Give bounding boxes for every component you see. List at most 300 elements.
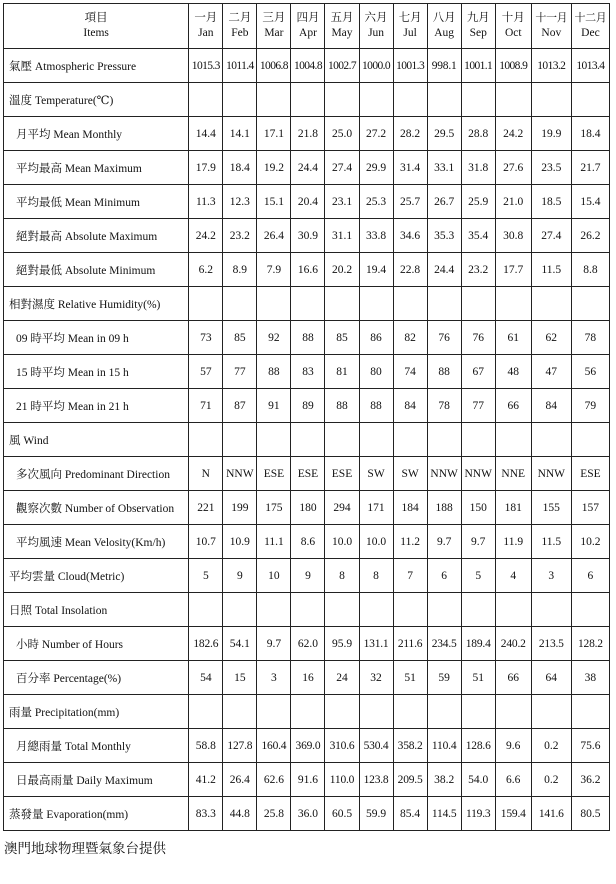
value-cell: 27.6	[495, 151, 531, 185]
row-label: 日照 Total Insolation	[9, 604, 108, 617]
value-cell: NNW	[427, 457, 461, 491]
value-cell: 8.6	[291, 525, 325, 559]
value-cell: 62.0	[291, 627, 325, 661]
value-cell: 5	[461, 559, 495, 593]
value-cell	[189, 287, 223, 321]
month-header-en: Feb	[231, 27, 249, 39]
value-cell: 91.6	[291, 763, 325, 797]
month-header-zh: 三月	[262, 12, 286, 24]
table-row	[4, 219, 610, 253]
value-cell	[461, 695, 495, 729]
value-cell: 77	[223, 355, 257, 389]
value-cell: 7	[393, 559, 427, 593]
climate-table	[3, 3, 610, 831]
value-cell: 310.6	[325, 729, 359, 763]
value-cell	[495, 287, 531, 321]
value-cell: 77	[461, 389, 495, 423]
row-label: 15 時平均 Mean in 15 h	[16, 366, 129, 379]
value-cell: 31.1	[325, 219, 359, 253]
value-cell: 24.2	[495, 117, 531, 151]
month-header	[393, 4, 427, 49]
month-header	[571, 4, 609, 49]
value-cell: 8.9	[223, 253, 257, 287]
row-label: 日最高雨量 Daily Maximum	[16, 774, 153, 787]
value-cell: 80	[359, 355, 393, 389]
value-cell: 67	[461, 355, 495, 389]
value-cell: 0.2	[531, 729, 571, 763]
value-cell: 6	[571, 559, 609, 593]
value-cell: 234.5	[427, 627, 461, 661]
table-row	[4, 695, 610, 729]
table-row	[4, 797, 610, 831]
value-cell: 62	[531, 321, 571, 355]
value-cell: 23.5	[531, 151, 571, 185]
value-cell: 89	[291, 389, 325, 423]
value-cell: 29.9	[359, 151, 393, 185]
value-cell: 32	[359, 661, 393, 695]
value-cell: 81	[325, 355, 359, 389]
table-row	[4, 661, 610, 695]
row-label-cell	[4, 661, 189, 695]
month-header	[291, 4, 325, 49]
value-cell: 1002.7	[325, 49, 359, 83]
value-cell	[189, 593, 223, 627]
value-cell: 1001.3	[393, 49, 427, 83]
value-cell: 95.9	[325, 627, 359, 661]
value-cell	[427, 287, 461, 321]
value-cell	[495, 593, 531, 627]
value-cell: 9	[223, 559, 257, 593]
value-cell: 59.9	[359, 797, 393, 831]
value-cell	[495, 423, 531, 457]
row-label: 絕對最低 Absolute Minimum	[16, 264, 156, 277]
value-cell	[495, 83, 531, 117]
table-row	[4, 423, 610, 457]
value-cell	[223, 695, 257, 729]
value-cell	[359, 593, 393, 627]
month-header-zh: 十二月	[574, 12, 607, 24]
value-cell: 35.3	[427, 219, 461, 253]
value-cell	[531, 423, 571, 457]
value-cell: 11.2	[393, 525, 427, 559]
value-cell: 150	[461, 491, 495, 525]
value-cell: 47	[531, 355, 571, 389]
value-cell: NNE	[495, 457, 531, 491]
value-cell: 189.4	[461, 627, 495, 661]
value-cell: 29.5	[427, 117, 461, 151]
value-cell: 1011.4	[223, 49, 257, 83]
value-cell	[189, 695, 223, 729]
row-label-cell	[4, 729, 189, 763]
month-header-en: Jan	[198, 27, 214, 39]
row-label-cell	[4, 117, 189, 151]
value-cell	[531, 593, 571, 627]
value-cell	[359, 423, 393, 457]
value-cell: 58.8	[189, 729, 223, 763]
value-cell: 127.8	[223, 729, 257, 763]
row-label: 相對濕度 Relative Humidity(%)	[9, 298, 161, 311]
value-cell: 23.2	[223, 219, 257, 253]
value-cell: NNW	[531, 457, 571, 491]
table-row	[4, 491, 610, 525]
table-row	[4, 151, 610, 185]
value-cell: 11.5	[531, 253, 571, 287]
value-cell: 27.4	[325, 151, 359, 185]
value-cell: 76	[461, 321, 495, 355]
month-header-en: May	[331, 27, 353, 39]
value-cell: 80.5	[571, 797, 609, 831]
value-cell: 1001.1	[461, 49, 495, 83]
value-cell: 294	[325, 491, 359, 525]
value-cell: 35.4	[461, 219, 495, 253]
value-cell: ESE	[325, 457, 359, 491]
value-cell: 157	[571, 491, 609, 525]
row-label: 月平均 Mean Monthly	[16, 128, 123, 141]
table-row	[4, 763, 610, 797]
value-cell: 213.5	[531, 627, 571, 661]
value-cell	[257, 423, 291, 457]
value-cell	[531, 83, 571, 117]
row-label: 平均雲量 Cloud(Metric)	[9, 570, 125, 583]
value-cell: ESE	[291, 457, 325, 491]
table-row	[4, 355, 610, 389]
value-cell	[325, 423, 359, 457]
month-header-en: Dec	[581, 27, 600, 39]
month-header	[223, 4, 257, 49]
row-label-cell	[4, 253, 189, 287]
value-cell: 171	[359, 491, 393, 525]
month-header-zh: 六月	[364, 12, 388, 24]
month-header-zh: 八月	[432, 12, 456, 24]
table-row	[4, 389, 610, 423]
value-cell: 12.3	[223, 185, 257, 219]
month-header-en: Jul	[403, 27, 417, 39]
value-cell: 9.7	[257, 627, 291, 661]
row-label: 百分率 Percentage(%)	[16, 672, 122, 685]
value-cell: 209.5	[393, 763, 427, 797]
value-cell: 25.0	[325, 117, 359, 151]
row-label-cell	[4, 491, 189, 525]
value-cell: 38.2	[427, 763, 461, 797]
table-row	[4, 117, 610, 151]
value-cell: 88	[291, 321, 325, 355]
value-cell: 11.9	[495, 525, 531, 559]
value-cell: 10.2	[571, 525, 609, 559]
value-cell: 9.6	[495, 729, 531, 763]
value-cell: 10.7	[189, 525, 223, 559]
value-cell: 3	[531, 559, 571, 593]
row-label-cell	[4, 457, 189, 491]
value-cell: 0.2	[531, 763, 571, 797]
value-cell	[427, 83, 461, 117]
value-cell: 17.9	[189, 151, 223, 185]
value-cell: 76	[427, 321, 461, 355]
value-cell: 23.1	[325, 185, 359, 219]
value-cell: 85	[325, 321, 359, 355]
value-cell	[223, 83, 257, 117]
value-cell: 88	[427, 355, 461, 389]
value-cell	[257, 287, 291, 321]
value-cell: 14.4	[189, 117, 223, 151]
value-cell: 36.0	[291, 797, 325, 831]
row-label-cell	[4, 83, 189, 117]
row-label: 氣壓 Atmospheric Pressure	[9, 60, 137, 73]
value-cell: 14.1	[223, 117, 257, 151]
month-header-en: Apr	[299, 27, 317, 39]
value-cell: 21.7	[571, 151, 609, 185]
value-cell	[223, 287, 257, 321]
value-cell: 22.8	[393, 253, 427, 287]
value-cell: 123.8	[359, 763, 393, 797]
value-cell	[223, 593, 257, 627]
value-cell: 114.5	[427, 797, 461, 831]
value-cell	[325, 287, 359, 321]
value-cell: 998.1	[427, 49, 461, 83]
value-cell: 85.4	[393, 797, 427, 831]
row-label-cell	[4, 287, 189, 321]
value-cell: NNW	[223, 457, 257, 491]
value-cell: 83.3	[189, 797, 223, 831]
value-cell	[461, 423, 495, 457]
value-cell	[257, 83, 291, 117]
value-cell	[427, 423, 461, 457]
value-cell: 10.0	[359, 525, 393, 559]
row-label-cell	[4, 627, 189, 661]
value-cell: 369.0	[291, 729, 325, 763]
value-cell: 530.4	[359, 729, 393, 763]
value-cell: 1013.2	[531, 49, 571, 83]
value-cell: 27.4	[531, 219, 571, 253]
value-cell: 110.4	[427, 729, 461, 763]
value-cell: 128.6	[461, 729, 495, 763]
value-cell	[325, 695, 359, 729]
value-cell: 30.9	[291, 219, 325, 253]
value-cell	[571, 287, 609, 321]
value-cell	[189, 83, 223, 117]
value-cell: 54.1	[223, 627, 257, 661]
value-cell	[393, 593, 427, 627]
month-header-zh: 十月	[501, 12, 525, 24]
value-cell: 131.1	[359, 627, 393, 661]
row-label: 多次風向 Predominant Direction	[16, 468, 170, 481]
value-cell: 85	[223, 321, 257, 355]
month-header-en: Nov	[541, 27, 562, 39]
value-cell: 15.4	[571, 185, 609, 219]
value-cell: 92	[257, 321, 291, 355]
value-cell: 48	[495, 355, 531, 389]
row-label: 溫度 Temperature(℃)	[9, 94, 114, 107]
value-cell: 6	[427, 559, 461, 593]
value-cell	[291, 695, 325, 729]
page-content	[3, 3, 610, 857]
row-label-cell	[4, 355, 189, 389]
value-cell: 56	[571, 355, 609, 389]
month-header-en: Aug	[434, 27, 455, 39]
value-cell	[571, 83, 609, 117]
month-header-zh: 四月	[296, 12, 320, 24]
value-cell: 24	[325, 661, 359, 695]
value-cell: 28.8	[461, 117, 495, 151]
value-cell: 51	[461, 661, 495, 695]
value-cell: 86	[359, 321, 393, 355]
value-cell: 19.4	[359, 253, 393, 287]
table-row	[4, 83, 610, 117]
value-cell: 21.8	[291, 117, 325, 151]
value-cell: 159.4	[495, 797, 531, 831]
value-cell: 8	[325, 559, 359, 593]
value-cell: 57	[189, 355, 223, 389]
header-row	[4, 4, 610, 49]
value-cell: 11.3	[189, 185, 223, 219]
value-cell: SW	[359, 457, 393, 491]
value-cell: 26.4	[223, 763, 257, 797]
row-label: 雨量 Precipitation(mm)	[9, 706, 120, 719]
value-cell: 160.4	[257, 729, 291, 763]
value-cell: 84	[531, 389, 571, 423]
value-cell: 26.4	[257, 219, 291, 253]
value-cell: 128.2	[571, 627, 609, 661]
value-cell: 181	[495, 491, 531, 525]
value-cell	[325, 593, 359, 627]
month-header-zh: 九月	[466, 12, 490, 24]
value-cell	[571, 695, 609, 729]
row-label-cell	[4, 525, 189, 559]
value-cell: 1013.4	[571, 49, 609, 83]
value-cell: 180	[291, 491, 325, 525]
value-cell: 28.2	[393, 117, 427, 151]
value-cell	[291, 423, 325, 457]
month-header-en: Oct	[504, 27, 522, 39]
value-cell: 25.9	[461, 185, 495, 219]
value-cell: 9.7	[461, 525, 495, 559]
value-cell	[359, 83, 393, 117]
value-cell: 44.8	[223, 797, 257, 831]
row-label: 平均最高 Mean Maximum	[16, 162, 142, 175]
value-cell: 78	[427, 389, 461, 423]
value-cell: 10.0	[325, 525, 359, 559]
value-cell: 88	[325, 389, 359, 423]
value-cell	[325, 83, 359, 117]
value-cell	[291, 83, 325, 117]
value-cell	[571, 423, 609, 457]
value-cell: 33.8	[359, 219, 393, 253]
value-cell: 36.2	[571, 763, 609, 797]
value-cell: 9	[291, 559, 325, 593]
value-cell	[461, 593, 495, 627]
value-cell: 240.2	[495, 627, 531, 661]
value-cell: 6.2	[189, 253, 223, 287]
value-cell: 15.1	[257, 185, 291, 219]
value-cell: 182.6	[189, 627, 223, 661]
value-cell: 73	[189, 321, 223, 355]
value-cell: 84	[393, 389, 427, 423]
value-cell: 8.8	[571, 253, 609, 287]
month-header	[461, 4, 495, 49]
value-cell	[461, 287, 495, 321]
value-cell	[393, 423, 427, 457]
value-cell: 25.7	[393, 185, 427, 219]
month-header	[189, 4, 223, 49]
table-row	[4, 457, 610, 491]
value-cell: SW	[393, 457, 427, 491]
value-cell: 31.4	[393, 151, 427, 185]
value-cell: 155	[531, 491, 571, 525]
value-cell: 24.4	[291, 151, 325, 185]
value-cell: 1000.0	[359, 49, 393, 83]
value-cell: 23.2	[461, 253, 495, 287]
value-cell: 211.6	[393, 627, 427, 661]
table-row	[4, 729, 610, 763]
row-label-cell	[4, 49, 189, 83]
row-label-cell	[4, 151, 189, 185]
value-cell: 66	[495, 661, 531, 695]
row-label-cell	[4, 321, 189, 355]
value-cell: 18.4	[223, 151, 257, 185]
value-cell: 19.9	[531, 117, 571, 151]
value-cell: ESE	[571, 457, 609, 491]
month-header-zh: 五月	[330, 12, 354, 24]
month-header	[427, 4, 461, 49]
value-cell: 26.2	[571, 219, 609, 253]
value-cell	[291, 593, 325, 627]
row-label: 21 時平均 Mean in 21 h	[16, 400, 129, 413]
value-cell: 51	[393, 661, 427, 695]
month-header	[325, 4, 359, 49]
table-row	[4, 185, 610, 219]
value-cell	[531, 287, 571, 321]
value-cell: 110.0	[325, 763, 359, 797]
value-cell: 184	[393, 491, 427, 525]
value-cell: 1006.8	[257, 49, 291, 83]
value-cell	[531, 695, 571, 729]
value-cell: 17.7	[495, 253, 531, 287]
value-cell: NNW	[461, 457, 495, 491]
row-label: 平均最低 Mean Minimum	[16, 196, 140, 209]
value-cell: 1008.9	[495, 49, 531, 83]
value-cell: 82	[393, 321, 427, 355]
month-header-en: Mar	[264, 27, 284, 39]
value-cell: 16.6	[291, 253, 325, 287]
value-cell: 16	[291, 661, 325, 695]
value-cell: 10	[257, 559, 291, 593]
month-header	[359, 4, 393, 49]
value-cell: 24.2	[189, 219, 223, 253]
value-cell: 141.6	[531, 797, 571, 831]
value-cell: 7.9	[257, 253, 291, 287]
value-cell: 9.7	[427, 525, 461, 559]
value-cell: 71	[189, 389, 223, 423]
value-cell: 18.4	[571, 117, 609, 151]
value-cell: 66	[495, 389, 531, 423]
month-header	[257, 4, 291, 49]
value-cell: 25.3	[359, 185, 393, 219]
value-cell: 1015.3	[189, 49, 223, 83]
value-cell: 59	[427, 661, 461, 695]
table-body	[4, 49, 610, 831]
table-row	[4, 525, 610, 559]
value-cell: 88	[257, 355, 291, 389]
table-row	[4, 287, 610, 321]
items-header	[4, 4, 189, 49]
value-cell	[461, 83, 495, 117]
value-cell: 60.5	[325, 797, 359, 831]
row-label-cell	[4, 559, 189, 593]
value-cell	[359, 287, 393, 321]
month-header-zh: 二月	[228, 12, 252, 24]
items-header-zh: 項目	[84, 12, 108, 24]
value-cell: 119.3	[461, 797, 495, 831]
row-label-cell	[4, 219, 189, 253]
